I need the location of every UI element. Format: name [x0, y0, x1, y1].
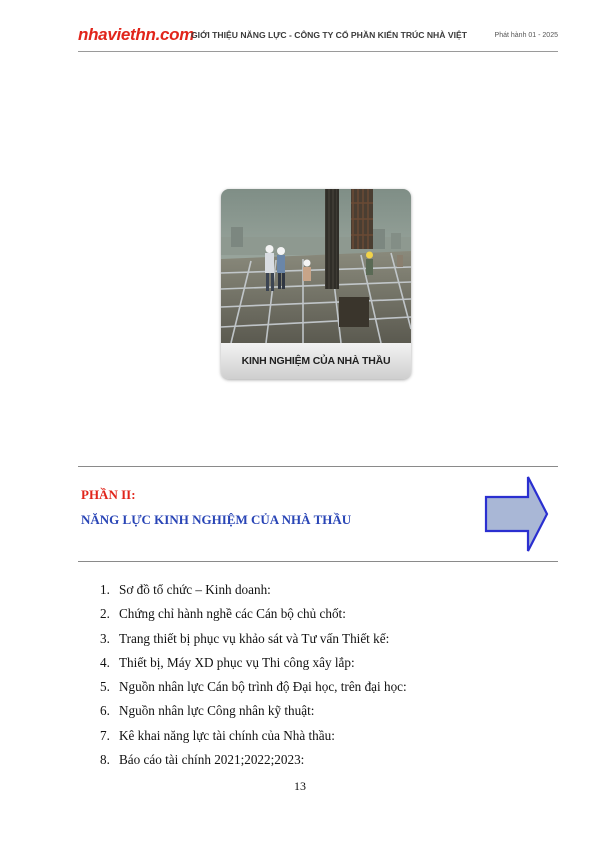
page-number: 13 — [294, 779, 306, 793]
list-item: 8. Báo cáo tài chính 2021;2022;2023: — [100, 752, 305, 768]
contents-list — [100, 578, 407, 772]
list-item: 5. Nguồn nhân lực Cán bộ trình độ Đại học, trên đại học: — [100, 679, 407, 695]
list-item: 3. Trang thiết bị phục vụ khảo sát và Tư vấn Thiết kế: — [100, 630, 390, 646]
list-item: 1. Sơ đồ tổ chức – Kinh doanh: — [100, 582, 271, 597]
list-item: 6. Nguồn nhân lực Công nhân kỹ thuật: — [100, 703, 315, 719]
part-title: NĂNG LỰC KINH NGHIỆM CỦA NHÀ THẦU — [81, 512, 352, 527]
list-item: 7. Kê khai năng lực tài chính của Nhà thầu: — [100, 727, 335, 743]
edition-label: Phát hành 01 - 2025 — [494, 32, 558, 39]
part-label: PHẦN II: — [81, 487, 136, 502]
list-item: 2. Chứng chỉ hành nghề các Cán bộ chủ chốt: — [100, 606, 346, 622]
header-title: GIỚI THIỆU NĂNG LỰC - CÔNG TY CỔ PHẦN KIẾN TRÚC NHÀ VIỆT — [191, 30, 467, 40]
list-item: 4. Thiết bị, Máy XD phục vụ Thi công xây lắp: — [100, 654, 355, 670]
page-header — [78, 25, 558, 52]
section-heading-box — [78, 466, 558, 562]
brand-logo[interactable]: nhaviethn.com — [78, 25, 195, 44]
right-arrow-icon — [484, 475, 550, 553]
construction-site-image — [221, 189, 411, 343]
photo-caption: KINH NGHIỆM CỦA NHÀ THẦU — [221, 343, 411, 379]
construction-photo — [221, 189, 411, 379]
